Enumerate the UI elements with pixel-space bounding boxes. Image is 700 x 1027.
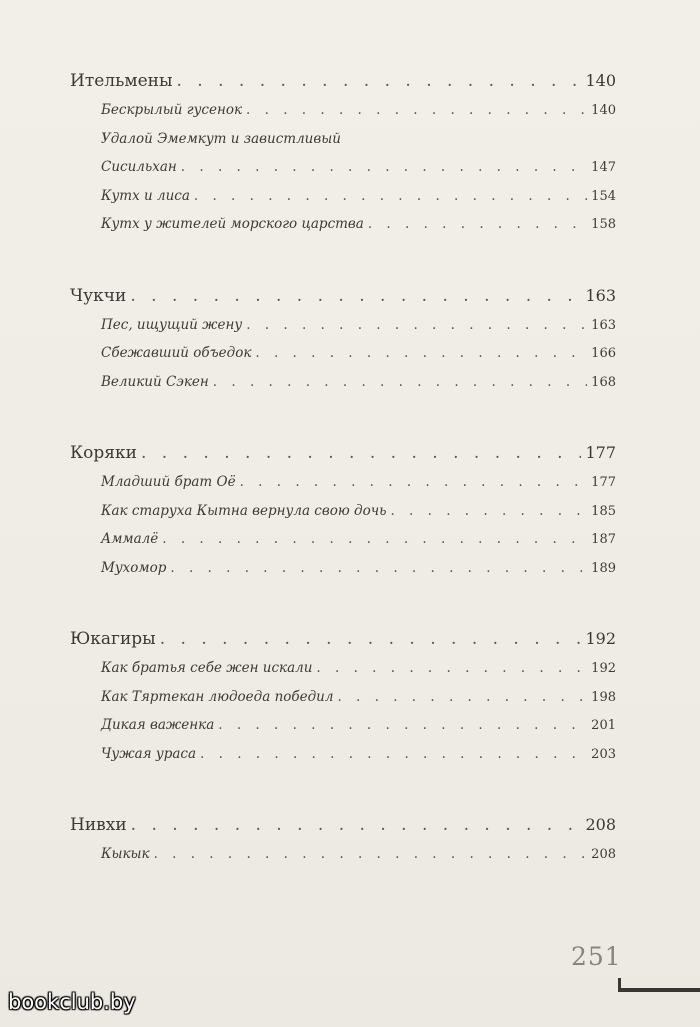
toc-section-yukaghirs [70,624,616,768]
entry-page-number: 140 [591,103,616,118]
toc-section-koryaks [70,438,616,582]
dot-leader [390,497,587,526]
toc-entry[interactable] [70,654,616,683]
entry-page-number: 147 [591,160,616,175]
dot-leader [154,840,588,869]
dot-leader [218,711,587,740]
entry-page-number: 158 [591,217,616,232]
entry-title: Бескрылый гусенок [101,102,243,118]
entry-title: Аммалё [101,531,159,547]
entry-page-number: 166 [591,346,616,361]
dot-leader [200,740,587,769]
section-page-number: 140 [585,71,616,90]
dot-leader [141,438,581,468]
toc-entry[interactable] [70,497,616,526]
entry-title: Пес, ищущий жену [101,316,243,333]
entry-page-number: 192 [591,661,616,676]
toc-entry[interactable] [70,468,616,497]
entry-page-number: 187 [591,532,616,547]
toc-section-heading[interactable] [70,810,616,840]
toc-entry[interactable] [70,339,616,368]
dot-leader [162,525,587,554]
entry-page-number: 168 [591,374,616,390]
toc-section-heading[interactable] [70,624,616,654]
entry-page-number: 177 [591,475,616,490]
dot-leader [194,182,587,211]
dot-leader [255,339,587,368]
dot-leader [181,153,587,182]
dot-leader [177,66,582,96]
toc-entry-first-line[interactable] [70,125,616,154]
corner-ornament-line [618,988,700,992]
section-page-number: 163 [585,285,616,305]
entry-title: Кыкык [101,846,150,862]
toc-entry[interactable] [70,182,616,211]
entry-title: Как братья себе жен искали [101,660,313,676]
dot-leader [337,683,587,712]
dot-leader [160,624,582,654]
entry-title: Удалой Эмемкут и завистливый [101,130,341,147]
dot-leader [131,810,582,840]
entry-title: Кутх у жителей морского царства [101,216,364,232]
entry-title: Младший брат Оё [101,474,236,490]
entry-title: Дикая важенка [101,717,215,733]
dot-leader [240,468,588,497]
toc-entry[interactable] [70,210,616,239]
site-watermark: bookclub.by [8,990,136,1014]
toc-entry[interactable] [70,153,616,182]
section-page-number: 192 [585,629,616,648]
toc-entry[interactable] [70,368,616,397]
toc-entry[interactable] [70,740,616,769]
entry-title: Сбежавший объедок [101,345,252,361]
toc-entry[interactable] [70,711,616,740]
dot-leader [130,281,581,311]
entry-title: Мухомор [101,559,167,576]
entry-title: Сисильхан [101,159,177,175]
entry-page-number: 154 [591,188,616,204]
table-of-contents [70,66,616,911]
entry-page-number: 185 [591,503,616,519]
section-page-number: 177 [585,443,616,462]
entry-page-number: 208 [591,847,616,862]
toc-section-heading[interactable] [70,66,616,96]
dot-leader [368,210,587,239]
dot-leader [170,554,587,583]
entry-title: Как Тяртекан людоеда победил [101,688,334,705]
toc-entry[interactable] [70,525,616,554]
section-title: Ительмены [70,71,173,91]
toc-section-nivkhs [70,810,616,869]
toc-section-chukchi [70,281,616,397]
section-title: Чукчи [70,285,127,306]
dot-leader [213,368,587,397]
section-title: Коряки [70,443,137,463]
toc-entry[interactable] [70,554,616,583]
entry-page-number: 163 [591,317,616,333]
entry-page-number: 203 [591,746,616,762]
toc-entry[interactable] [70,311,616,340]
entry-title: Как старуха Кытна вернула свою дочь [101,502,387,519]
toc-section-heading[interactable] [70,438,616,468]
toc-entry[interactable] [70,96,616,125]
dot-leader [246,311,587,340]
toc-entry[interactable] [70,683,616,712]
entry-title: Великий Сэкен [101,373,209,390]
entry-page-number: 201 [591,718,616,733]
entry-title: Чужая ураса [101,745,197,762]
section-title: Юкагиры [70,629,156,649]
toc-section-itelmens [70,66,616,239]
dot-leader [246,96,587,125]
page-folio-number: 251 [571,942,622,971]
section-title: Нивхи [70,815,127,835]
section-page-number: 208 [585,815,616,834]
dot-leader [316,654,587,683]
entry-page-number: 198 [591,689,616,705]
toc-entry[interactable] [70,840,616,869]
toc-section-heading[interactable] [70,281,616,311]
entry-page-number: 189 [591,560,616,576]
entry-title: Кутх и лиса [101,187,190,204]
